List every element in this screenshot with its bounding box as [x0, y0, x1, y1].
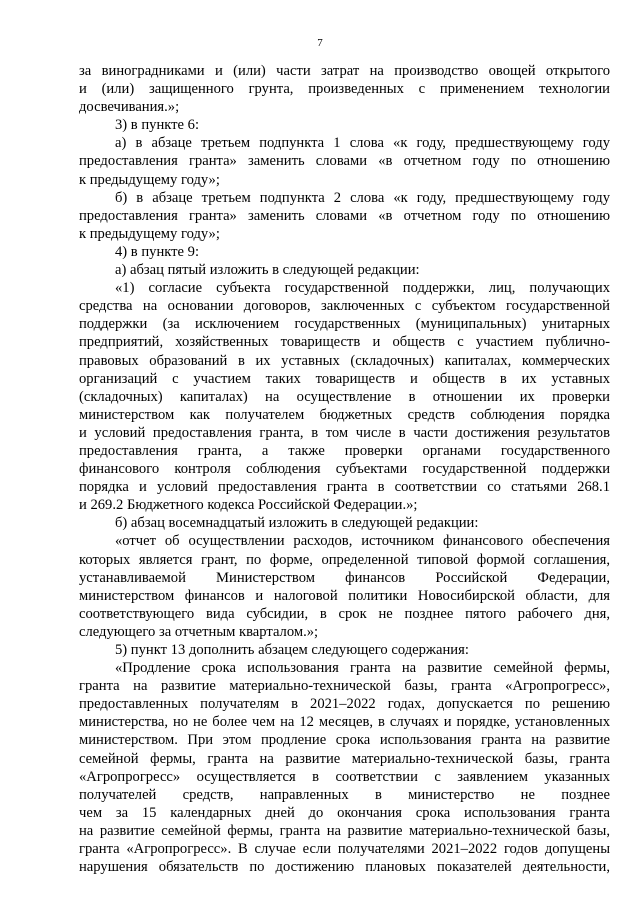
text-line: 5) пункт 13 дополнить абзацем следующего содержания:: [115, 642, 469, 658]
text-line: порядка и условий предоставления гранта в соответствии со статьями 268.1: [79, 479, 610, 496]
text-line: финансового контроля соблюдения субъектами государственной поддержки: [79, 461, 610, 478]
text-line: (складочных) капиталах) на осуществление в отношении их проверки: [79, 388, 610, 405]
text-line: а) абзац пятый изложить в следующей редакции:: [115, 262, 420, 279]
text-line: предприятий, хозяйственных товариществ и обществ с участием публично-: [79, 334, 610, 351]
text-line: министерством финансов и налоговой политики Новосибирской области, для: [79, 587, 610, 604]
text-line: которых является грант, по форме, определенной типовой формой соглашения,: [79, 551, 610, 568]
text-line: правовых образований в их уставных (складочных) капиталах, коммерческих: [79, 352, 610, 369]
text-line: нарушения обязательств по достижению плановых показателей деятельности,: [79, 859, 610, 876]
text-line: к предыдущему году»;: [79, 225, 220, 242]
text-line: и 269.2 Бюджетного кодекса Российской Федерации.»;: [79, 497, 418, 514]
text-line: и (или) защищенного грунта, произведенных с применением технологии: [79, 81, 610, 98]
text-line: соответствующего вида субсидии, в срок не позднее пятого рабочего дня,: [79, 605, 610, 622]
text-line: на развитие семейной фермы, гранта на развитие материально-технической базы,: [79, 822, 610, 839]
text-line: б) в абзаце третьем подпункта 2 слова «к году, предшествующему году: [115, 189, 610, 206]
text-line: и условий предоставления гранта, в том числе в части достижения результатов: [79, 424, 610, 441]
text-line: предоставления гранта, а также проверки органами государственного: [79, 442, 610, 459]
text-line: министерства, но не более чем на 12 месяцев, в случаях и порядке, установленных: [79, 714, 610, 731]
text-line: предоставления гранта» заменить словами «в отчетном году по отношению: [79, 207, 610, 224]
page-number: 7: [317, 37, 323, 49]
text-line: 3) в пункте 6:: [115, 117, 200, 134]
text-line: поддержки (за исключением государственных (муниципальных) унитарных: [79, 316, 610, 333]
text-line: предоставления гранта» заменить словами «в отчетном году по отношению: [79, 153, 610, 170]
text-line: следующего за отчетным кварталом.»;: [79, 623, 319, 640]
text-line: гранта «Агропрогресс». В случае если получателями 2021–2022 годов допущены: [79, 841, 610, 858]
text-line: а) в абзаце третьем подпункта 1 слова «к году, предшествующему году: [115, 135, 610, 152]
text-line: получателей средств, направленных в министерство не позднее: [79, 786, 610, 803]
text-line: «1) согласие субъекта государственной поддержки, лиц, получающих: [115, 280, 610, 297]
text-line: предоставленных получателям в 2021–2022 годах, допускается по решению: [79, 696, 610, 713]
text-line: к предыдущему году»;: [79, 171, 220, 188]
text-line: организаций с участием таких товариществ и обществ в их уставных: [79, 370, 610, 387]
text-line: министерством. При этом продление срока использования гранта на развитие: [79, 732, 610, 749]
text-line: устанавливаемой Министерством финансов Российской Федерации,: [79, 569, 610, 586]
text-line: семейной фермы, гранта на развитие материально-технической базы, гранта: [79, 750, 610, 767]
text-line: б) абзац восемнадцатый изложить в следующей редакции:: [115, 515, 479, 532]
text-line: средства на основании договоров, заключенных с субъектом государственной: [79, 298, 610, 315]
text-line: «Продление срока использования гранта на развитие семейной фермы,: [115, 660, 610, 677]
text-line: гранта на развитие материально-технической базы, гранта «Агропрогресс»,: [79, 678, 610, 695]
text-line: «отчет об осуществлении расходов, источником финансового обеспечения: [115, 533, 610, 550]
text-line: 4) в пункте 9:: [115, 243, 200, 260]
text-line: министерством как получателем бюджетных средств соблюдения порядка: [79, 406, 610, 423]
document-body: [79, 62, 610, 876]
text-line: чем за 15 календарных дней до окончания срока использования гранта: [79, 804, 610, 821]
text-line: досвечивания.»;: [79, 99, 180, 116]
text-line: за виноградниками и (или) части затрат на производство овощей открытого: [79, 63, 610, 79]
text-line: «Агропрогресс» осуществляется в соответствии с заявлением указанных: [79, 768, 610, 785]
